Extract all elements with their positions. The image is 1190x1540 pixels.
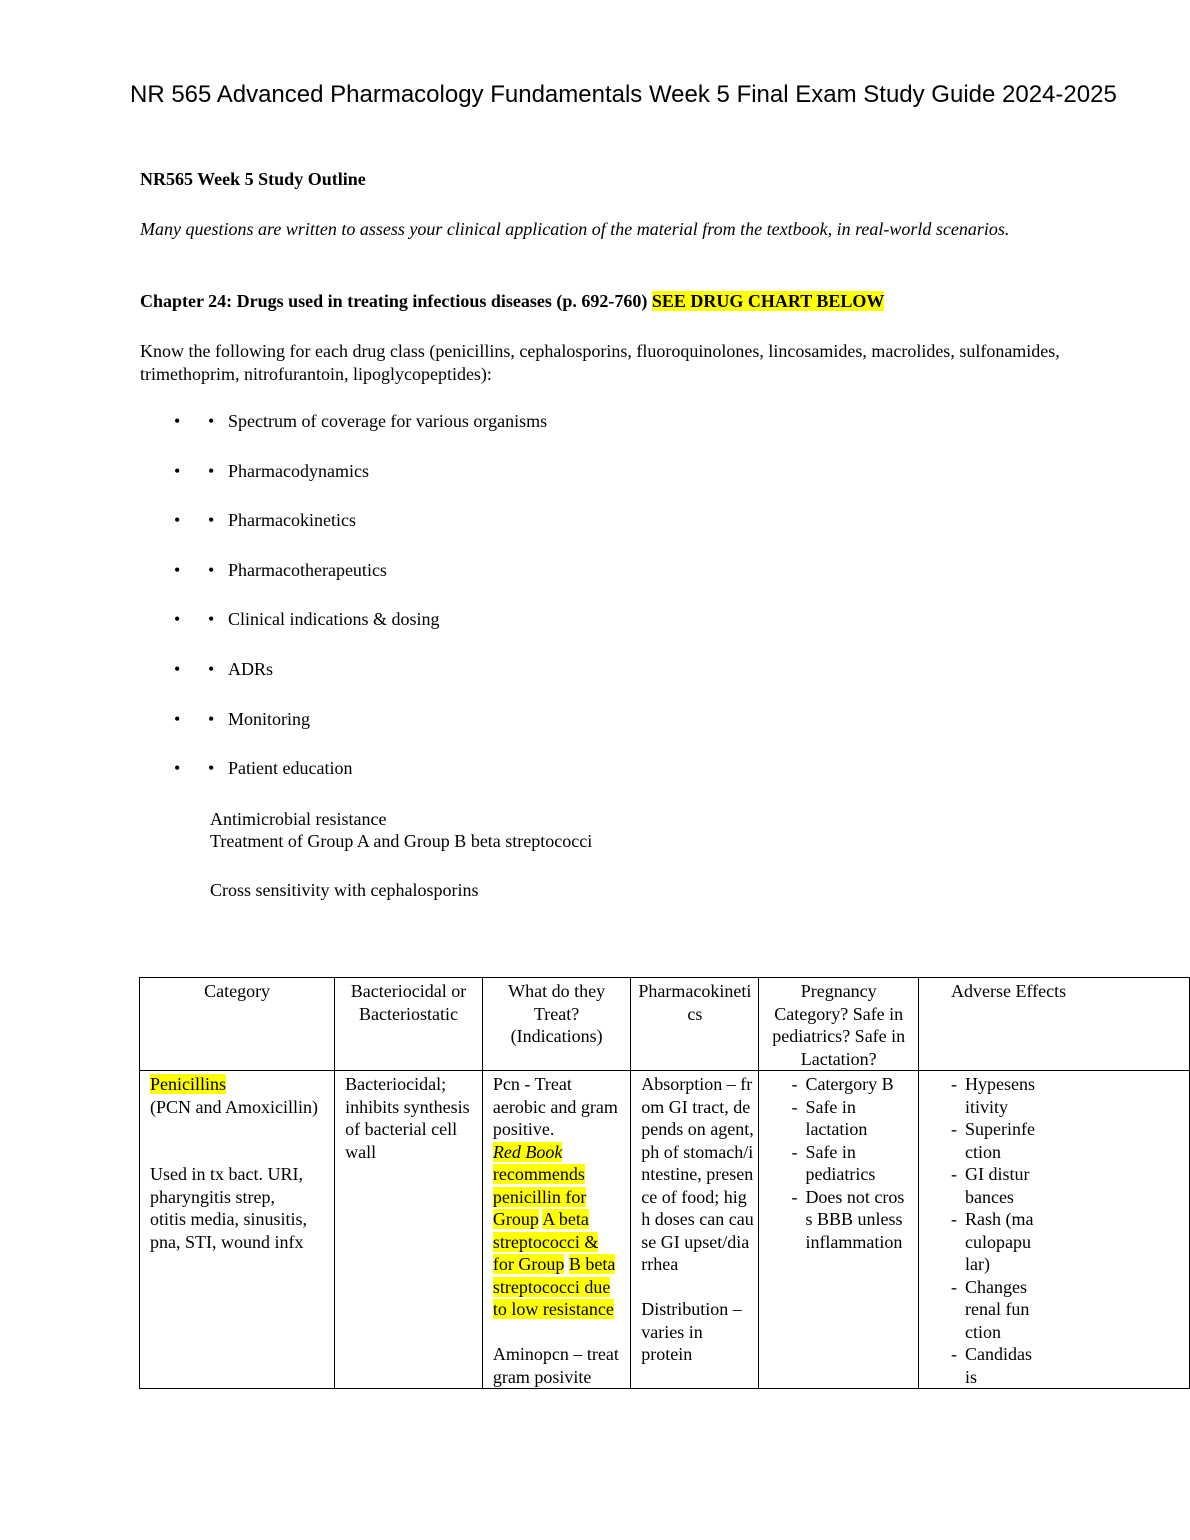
category-used: Used in tx bact. URI, pharyngitis strep, otitis media, sinusitis, pna, STI, wound infx [150, 1164, 308, 1252]
cell-pregnancy [759, 1071, 919, 1389]
cell-category [140, 1071, 335, 1389]
list-item: - Does not cross BBB unless inflammation [791, 1186, 905, 1252]
header-category: Category [140, 978, 335, 1071]
cell-bacterio: Bacteriocidal; inhibits synthesis of bacterial cell wall [335, 1071, 483, 1389]
bullet-item: • • Spectrum of coverage for various organisms [174, 411, 548, 431]
bullet-item: • • Monitoring [174, 708, 311, 729]
chapter-text: Chapter 24: Drugs used in treating infectious diseases (p. 692-760) [140, 291, 652, 311]
know-line: Know the following for each drug class (penicillins, cephalosporins, fluoroquinolones, lincosamides, macrolides, sulfonamides, trimethoprim, nitrofurantoin, lipoglycopeptides): [140, 341, 1060, 384]
pregnancy-list [769, 1073, 918, 1253]
bullet-item: • • ADRs [174, 658, 274, 679]
intro-text: Many questions are written to assess your clinical application of the material from the textbook, in real-world scenarios. [140, 219, 1010, 239]
header-adverse-effects: Adverse Effects [918, 978, 1189, 1071]
document-title: NR 565 Advanced Pharmacology Fundamentals Week 5 Final Exam Study Guide 2024-2025 [130, 81, 1117, 108]
group-treatment-line: Treatment of Group A and Group B beta streptococci [210, 831, 593, 851]
outline-heading: NR565 Week 5 Study Outline [140, 169, 366, 189]
table-row [140, 1071, 1190, 1389]
cell-pharmacokinetics: Absorption – from GI tract, depends on agent, ph of stomach/intestine, presence of food; high doses can cause GI upset/diarrhea Distribution – varies in protein [631, 1071, 759, 1389]
adverse-list [929, 1073, 1189, 1388]
list-item: - Candidasis [950, 1344, 1032, 1387]
penicillins-highlight: Penicillins [150, 1074, 226, 1094]
cell-adverse-effects [918, 1071, 1189, 1389]
header-pregnancy: Pregnancy Category? Safe in pediatrics? Safe in Lactation? [759, 978, 919, 1071]
cross-sensitivity-line: Cross sensitivity with cephalosporins [210, 880, 479, 900]
cell-indications: Pcn - Treat aerobic and gram positive. Red Book recommends penicillin for Group A beta streptococci & for Group B beta streptococci due to low resistance Aminopcn – treat gram posivite [482, 1071, 630, 1389]
list-item: - Safe in lactation [791, 1096, 868, 1139]
header-indications: What do they Treat? (Indications) [482, 978, 630, 1071]
list-item: - Superinfection [950, 1119, 1035, 1162]
red-book-note: Red Book recommends penicillin for Group A beta streptococci & for Group B beta streptococci due to low resistance [492, 1141, 616, 1319]
category-sub: (PCN and Amoxicillin) [150, 1096, 318, 1117]
bullet-item: • • Pharmacokinetics [174, 510, 356, 531]
bullet-item: • • Pharmacotherapeutics [174, 559, 387, 580]
topic-bullet-list [140, 410, 547, 807]
table-header-row [140, 978, 1190, 1071]
list-item: - Changes renal function [950, 1276, 1030, 1342]
list-item: - Hypesensitivity [950, 1074, 1035, 1117]
drug-chart-table [139, 977, 1190, 1389]
header-bacterio: Bacteriocidal or Bacteriostatic [335, 978, 483, 1071]
chapter-heading [140, 290, 1100, 313]
bullet-item: • • Pharmacodynamics [174, 460, 369, 481]
see-drug-chart-highlight: SEE DRUG CHART BELOW [651, 291, 885, 311]
header-pharmacokinetics: Pharmacokinetics [631, 978, 759, 1071]
bullet-item: • • Clinical indications & dosing [174, 609, 440, 630]
antimicrobial-resistance-line: Antimicrobial resistance [210, 809, 387, 829]
list-item: - Rash (maculopapular) [950, 1209, 1034, 1274]
list-item: - GI disturbances [950, 1164, 1030, 1207]
bullet-item: • • Patient education [174, 758, 353, 779]
list-item: - Safe in pediatrics [791, 1141, 876, 1184]
list-item: - Catergory B [791, 1074, 894, 1094]
